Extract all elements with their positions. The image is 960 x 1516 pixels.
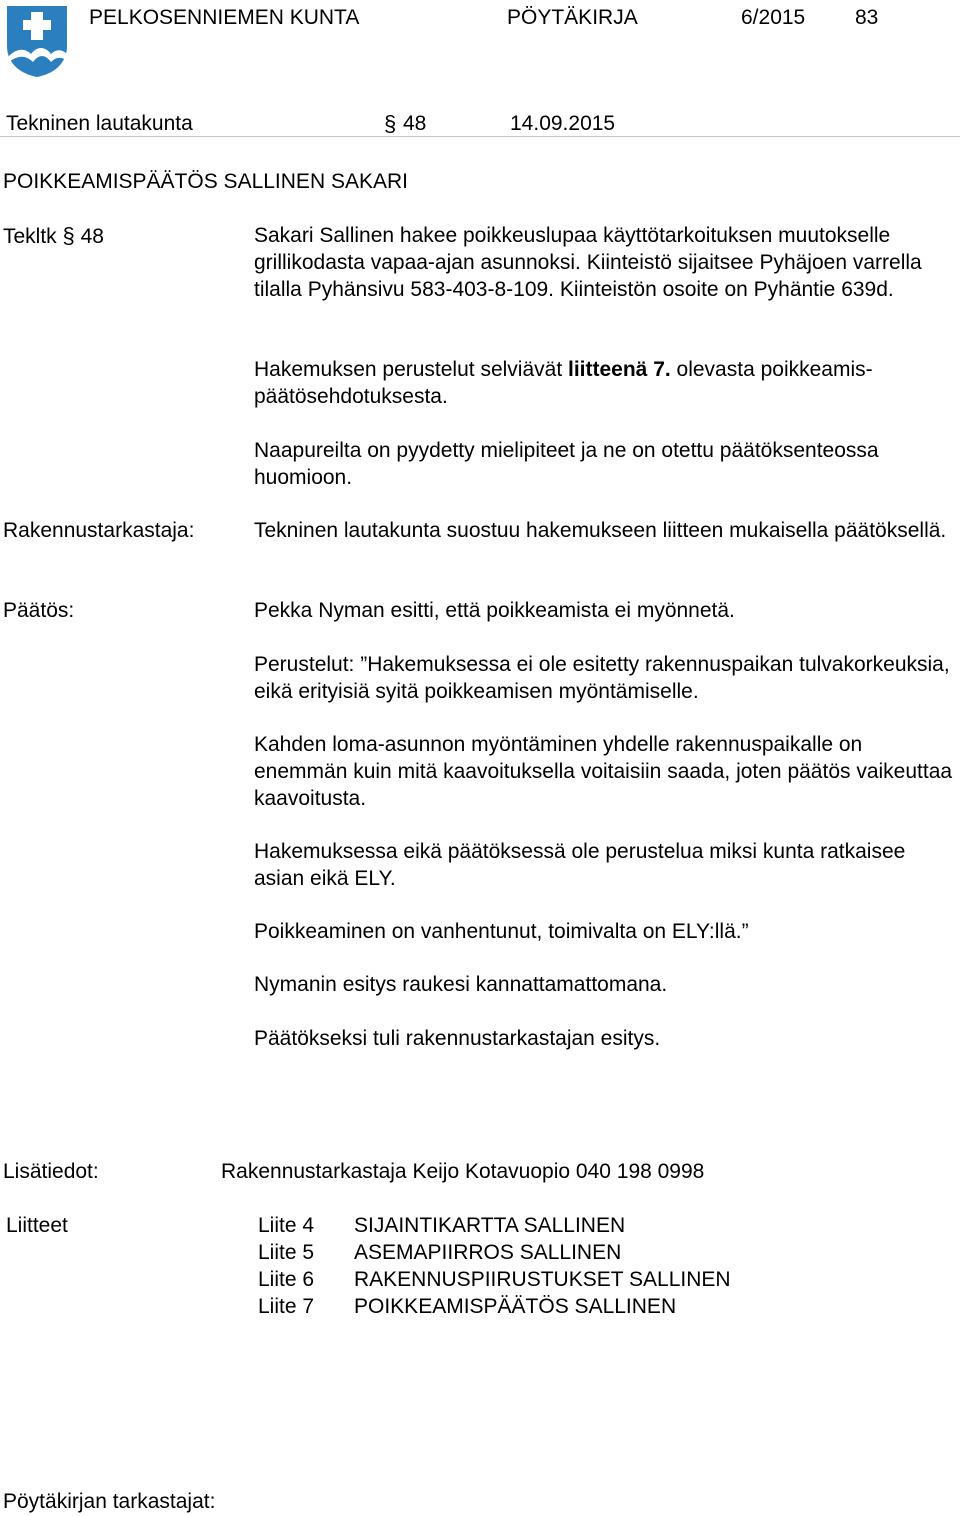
- attachment-id: Liite 5: [258, 1241, 315, 1264]
- attachment-id: Liite 4: [258, 1214, 315, 1237]
- paragraph-text: olevasta poikkeamis-päätösehdotuksesta.: [254, 358, 873, 408]
- reference-number: 48: [80, 225, 104, 248]
- reference-section-sign: §: [62, 223, 75, 248]
- municipality-crest-logo: [5, 4, 69, 78]
- decision-paragraph-5: [254, 918, 960, 945]
- section-number: 48: [403, 112, 427, 135]
- decision-paragraph-6: [254, 971, 960, 998]
- document-number: 6/2015: [741, 6, 806, 29]
- paragraph-text: Hakemuksessa eikä päätöksessä ole perustelua miksi kunta ratkaisee asian eikä ELY.: [254, 840, 906, 890]
- page-number: 83: [855, 6, 879, 29]
- paragraph-text: Hakemuksen perustelut selviävät: [254, 358, 568, 381]
- reference-label: [3, 222, 104, 250]
- paragraph-text: Tekninen lautakunta suostuu hakemukseen liitteen mukaisella päätöksellä.: [254, 519, 947, 542]
- paragraph-text: Naapureilta on pyydetty mielipiteet ja ne on otettu päätöksenteossa huomioon.: [254, 439, 879, 489]
- decision-paragraph-4: [254, 838, 960, 892]
- attachment-reference: liitteenä 7.: [568, 358, 671, 381]
- decision-paragraph-3: [254, 731, 960, 812]
- municipality-name: PELKOSENNIEMEN KUNTA: [89, 6, 360, 29]
- attachment-name: SIJAINTIKARTTA SALLINEN: [354, 1214, 626, 1237]
- attachment-name: POIKKEAMISPÄÄTÖS SALLINEN: [354, 1295, 677, 1318]
- reference-committee: Tekltk: [3, 225, 57, 248]
- meeting-date: 14.09.2015: [510, 112, 616, 135]
- paragraph-text: Poikkeaminen on vanhentunut, toimivalta on ELY:llä.”: [254, 920, 749, 943]
- attachment-name: ASEMAPIIRROS SALLINEN: [354, 1241, 622, 1264]
- attachment-id: Liite 6: [258, 1268, 315, 1291]
- justification-paragraph: [254, 356, 960, 410]
- info-contact: Rakennustarkastaja Keijo Kotavuopio 040 198 0998: [221, 1160, 705, 1183]
- neighbours-paragraph: [254, 437, 960, 491]
- proposal-label: Rakennustarkastaja:: [3, 519, 195, 542]
- application-paragraph: [254, 222, 960, 303]
- decision-paragraph-1: [254, 597, 960, 624]
- paragraph-text: Sakari Sallinen hakee poikkeuslupaa käyttötarkoituksen muutokselle grillikodasta vapaa-ajan asunnoksi. Kiinteistö sijaitsee Pyhäjoen varrella tilalla Pyhänsivu 583-403-8-109. Kiinteistön osoite on Pyhäntie 639d.: [254, 224, 922, 301]
- decision-paragraph-7: [254, 1025, 960, 1052]
- paragraph-text: Kahden loma-asunnon myöntäminen yhdelle rakennuspaikalle on enemmän kuin mitä kaavoituksella voitaisiin saada, joten päätös vaikeuttaa kaavoitusta.: [254, 733, 953, 810]
- header-divider: [0, 136, 960, 137]
- info-label: Lisätiedot:: [3, 1160, 99, 1183]
- section-sign: §: [384, 111, 397, 136]
- proposal-text: [254, 517, 960, 544]
- document-type: PÖYTÄKIRJA: [507, 6, 638, 29]
- decision-paragraph-2: [254, 651, 960, 705]
- attachment-name: RAKENNUSPIIRUSTUKSET SALLINEN: [354, 1268, 731, 1291]
- decision-label: Päätös:: [3, 599, 75, 622]
- attachment-id: Liite 7: [258, 1295, 315, 1318]
- paragraph-text: Perustelut: ”Hakemuksessa ei ole esitetty rakennuspaikan tulvakorkeuksia, eikä erityisiä syitä poikkeamisen myöntämiselle.: [254, 653, 950, 703]
- attachments-label: Liitteet: [6, 1214, 68, 1237]
- meeting-body: Tekninen lautakunta: [6, 112, 193, 135]
- paragraph-text: Päätökseksi tuli rakennustarkastajan esitys.: [254, 1027, 661, 1050]
- paragraph-text: Pekka Nyman esitti, että poikkeamista ei myönnetä.: [254, 599, 735, 622]
- minutes-reviewers-label: Pöytäkirjan tarkastajat:: [3, 1490, 216, 1513]
- paragraph-text: Nymanin esitys raukesi kannattamattomana.: [254, 973, 668, 996]
- section-title: POIKKEAMISPÄÄTÖS SALLINEN SAKARI: [3, 170, 408, 193]
